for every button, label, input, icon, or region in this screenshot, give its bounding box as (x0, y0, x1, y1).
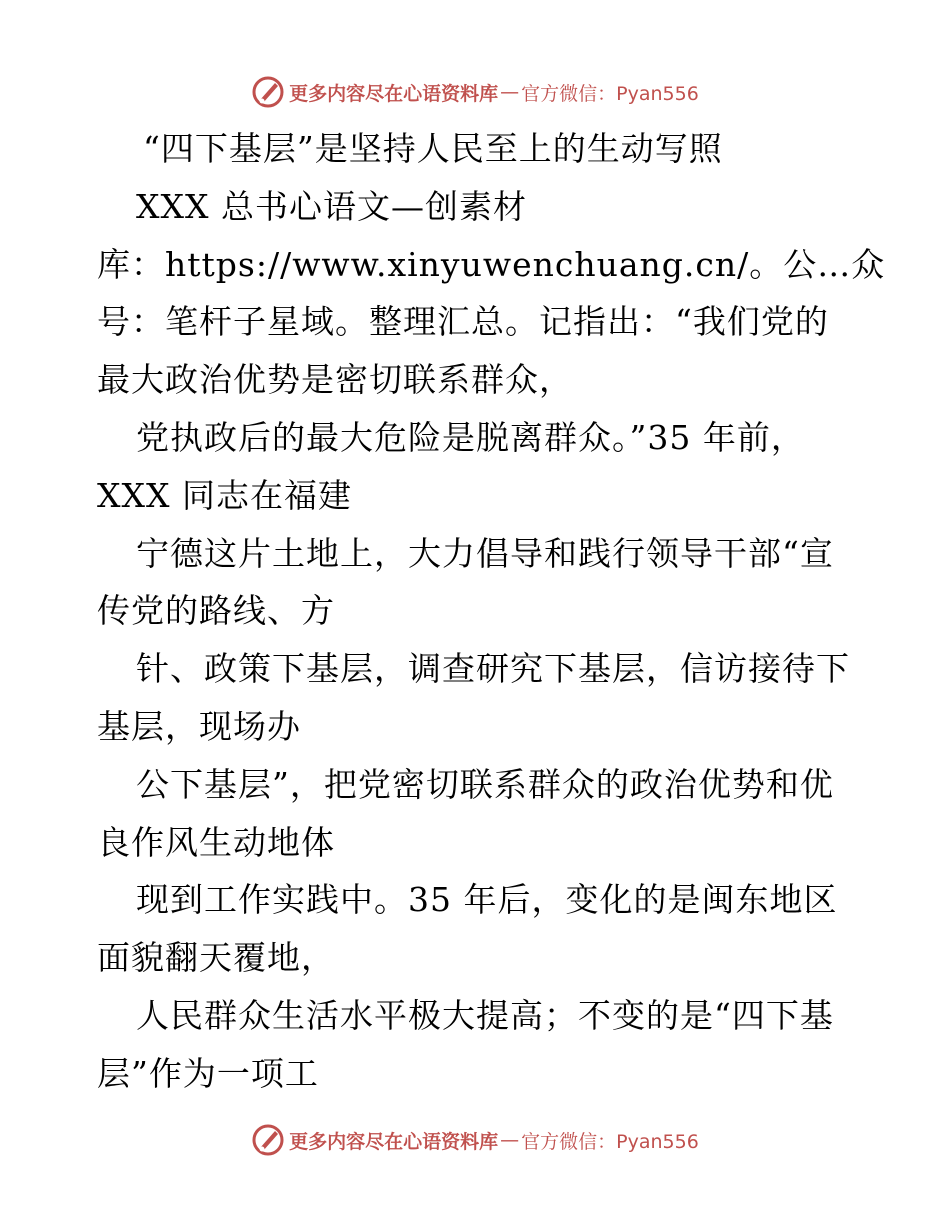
document-title: “四下基层”是坚持人民至上的生动写照 (143, 129, 723, 168)
paragraph-line: 最大政治优势是密切联系群众， (97, 360, 573, 400)
page-header-watermark (0, 72, 950, 112)
footer-official-wechat: 官方微信：Pyan556 (521, 1130, 699, 1153)
paragraph-line: 现到工作实践中。35 年后，变化的是闽东地区 (136, 880, 838, 920)
paragraph-line: 良作风生动地体 (97, 822, 335, 862)
paragraph-line: 人民群众生活水平极大提高；不变的是“四下基 (136, 995, 834, 1035)
paragraph-line: 库：https://www.xinyuwenchuang.cn/。公…众 (97, 244, 886, 284)
paragraph-line: XXX 总书心语文—创素材 (136, 186, 527, 226)
paragraph-line: 宁德这片土地上，大力倡导和践行领导干部“宣 (136, 533, 834, 573)
paragraph-line: 党执政后的最大危险是脱离群众。”35 年前， (136, 417, 805, 457)
footer-separator: — (500, 1129, 520, 1151)
paragraph-line: 号：笔杆子星域。整理汇总。记指出：“我们党的 (97, 302, 829, 342)
paragraph-line: 针、政策下基层，调查研究下基层，信访接待下 (136, 649, 850, 689)
header-official-wechat: 官方微信：Pyan556 (521, 82, 699, 105)
pen-logo-icon (251, 1123, 285, 1157)
header-brand-text: 更多内容尽在心语资料库 (289, 82, 499, 105)
paragraph-line: 传党的路线、方 (97, 591, 335, 631)
paragraph-line: 基层，现场办 (97, 706, 301, 746)
document-body (97, 120, 886, 1103)
paragraph-line: 公下基层”，把党密切联系群众的政治优势和优 (136, 764, 834, 804)
paragraph-line: XXX 同志在福建 (97, 475, 352, 515)
header-separator: — (500, 81, 520, 103)
page-footer-watermark (0, 1120, 950, 1160)
paragraph-line: 面貌翻天覆地， (97, 938, 335, 978)
pen-logo-icon (251, 75, 285, 109)
paragraph-line: 层”作为一项工 (97, 1053, 319, 1093)
footer-brand-text: 更多内容尽在心语资料库 (289, 1130, 499, 1153)
